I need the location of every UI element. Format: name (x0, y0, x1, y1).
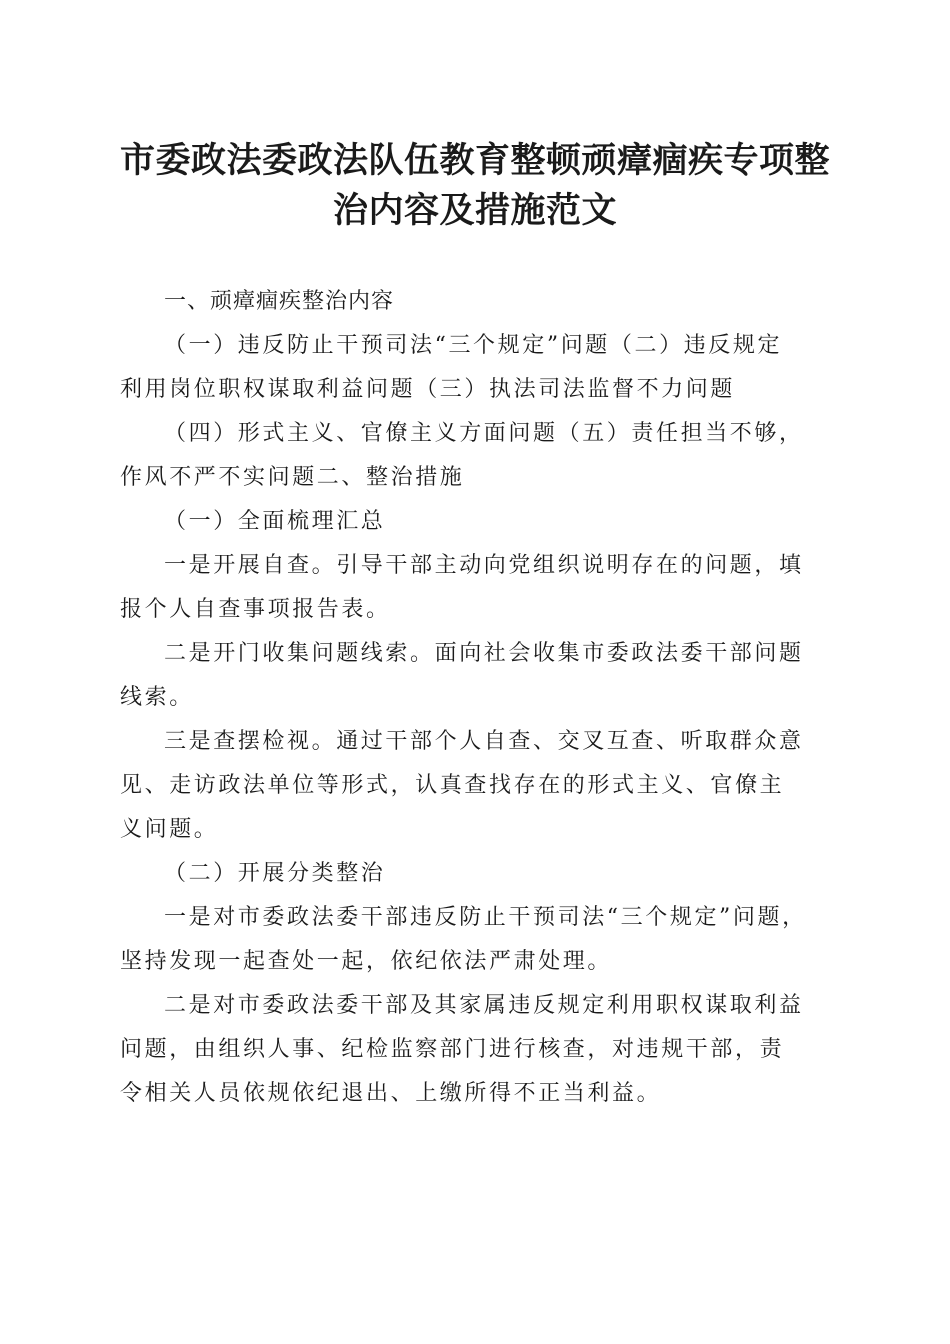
subsection-heading-2 (120, 852, 830, 896)
text-line: 见、走访政法单位等形式，认真查找存在的形式主义、官僚主 (120, 773, 785, 798)
text-line: 一是开展自查。引导干部主动向党组织说明存在的问题，填 (164, 553, 804, 578)
text-line: 三是查摆检视。通过干部个人自查、交叉互查、听取群众意 (164, 729, 804, 754)
text-line: 作风不严不实问题二、整治措施 (120, 465, 465, 490)
text-line: 令相关人员依规依纪退出、上缴所得不正当利益。 (120, 1081, 662, 1106)
paragraph-step-2 (120, 632, 830, 720)
section-heading-1 (120, 280, 830, 324)
paragraph-measure-1 (120, 896, 830, 984)
text-line: 一是对市委政法委干部违反防止干预司法“三个规定”问题， (164, 905, 807, 930)
text-line: （四）形式主义、官僚主义方面问题（五）责任担当不够， (164, 421, 804, 446)
title-line-1: 市委政法委政法队伍教育整顿顽瘴痼疾专项整 (119, 140, 830, 181)
text-line: 报个人自查事项报告表。 (120, 597, 391, 622)
text-line: （一）全面梳理汇总 (164, 509, 386, 534)
subsection-heading-1 (120, 500, 830, 544)
paragraph-measure-2 (120, 984, 830, 1116)
text-line: 问题，由组织人事、纪检监察部门进行核查，对违规干部，责 (120, 1037, 785, 1062)
paragraph-issues-2 (120, 412, 830, 500)
text-line: 二是开门收集问题线索。面向社会收集市委政法委干部问题 (164, 641, 804, 666)
text-line: 二是对市委政法委干部及其家属违反规定利用职权谋取利益 (164, 993, 804, 1018)
text-line: （一）违反防止干预司法“三个规定”问题（二）违反规定 (164, 333, 783, 358)
document-body (120, 280, 830, 1116)
paragraph-step-1 (120, 544, 830, 632)
text-line: 一、顽瘴痼疾整治内容 (164, 289, 395, 314)
text-line: 线索。 (120, 685, 194, 710)
title-line-2: 治内容及措施范文 (332, 190, 617, 231)
text-line: （二）开展分类整治 (164, 861, 386, 886)
text-line: 坚持发现一起查处一起，依纪依法严肃处理。 (120, 949, 613, 974)
document-title (90, 136, 860, 236)
text-line: 义问题。 (120, 817, 219, 842)
paragraph-step-3 (120, 720, 830, 852)
text-line: 利用岗位职权谋取利益问题（三）执法司法监督不力问题 (120, 377, 736, 402)
paragraph-issues-1 (120, 324, 830, 412)
